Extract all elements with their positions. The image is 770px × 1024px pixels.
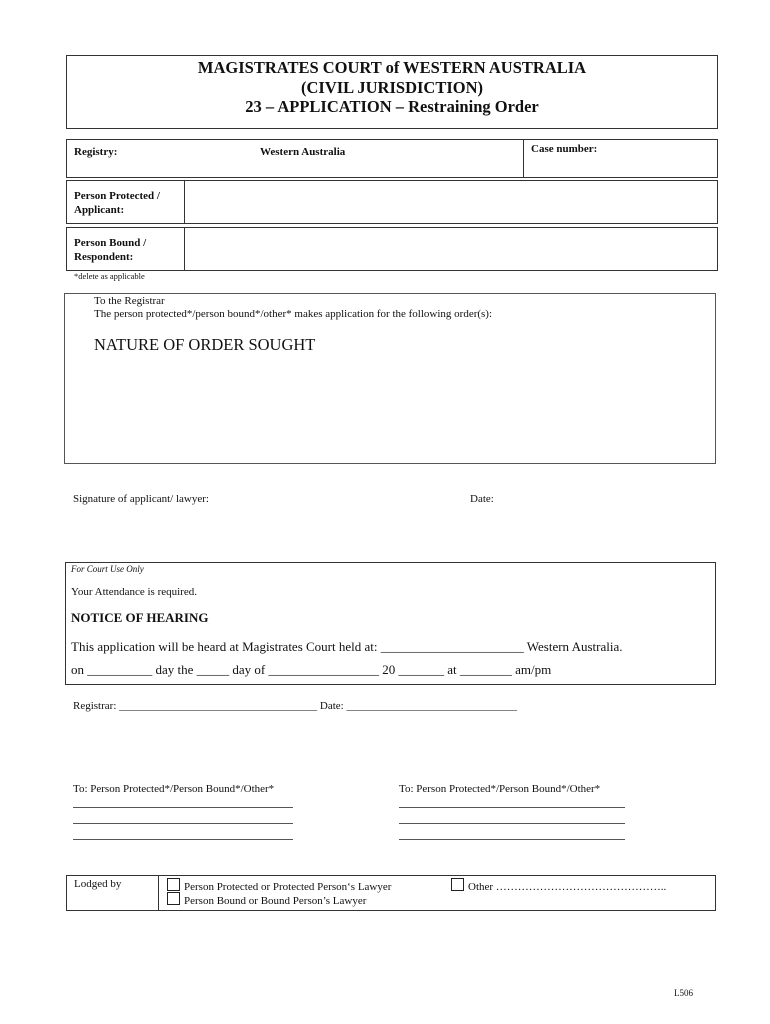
court-use-caption: For Court Use Only bbox=[71, 564, 144, 574]
case-number-label: Case number: bbox=[531, 143, 598, 155]
recipient-left-line-1[interactable] bbox=[73, 796, 293, 808]
jurisdiction-title: (CIVIL JURISDICTION) bbox=[301, 78, 483, 97]
registry-row bbox=[66, 139, 718, 178]
notice-of-hearing-heading: NOTICE OF HEARING bbox=[71, 610, 209, 625]
lodged-by-label: Lodged by bbox=[74, 878, 122, 890]
hearing-date-line: on __________ day the _____ day of _________________ 20 _______ at ________ am/pm bbox=[71, 662, 552, 677]
recipient-right-line-2[interactable] bbox=[399, 812, 625, 824]
lodged-option-other[interactable] bbox=[451, 878, 666, 893]
order-details-field[interactable] bbox=[94, 360, 694, 456]
attendance-text: Your Attendance is required. bbox=[71, 586, 197, 598]
registry-value: Western Australia bbox=[260, 146, 346, 158]
application-box bbox=[64, 293, 716, 464]
registrar-line: Registrar: ____________________________________ Date: _______________________________ bbox=[73, 700, 517, 712]
form-title: 23 – APPLICATION – Restraining Order bbox=[245, 97, 539, 116]
signature-date-label: Date: bbox=[470, 493, 494, 505]
recipient-right-label: To: Person Protected*/Person Bound*/Other* bbox=[399, 783, 601, 795]
checkbox-other[interactable] bbox=[451, 878, 464, 891]
lodged-option-bound[interactable] bbox=[167, 892, 366, 907]
lodged-by-divider bbox=[158, 876, 159, 910]
option-other-label: Other ……………………………………….. bbox=[468, 881, 667, 893]
lodged-option-protected[interactable] bbox=[167, 878, 391, 893]
person-protected-field[interactable] bbox=[184, 181, 718, 223]
option-protected-label: Person Protected or Protected Person‘s Lawyer bbox=[184, 881, 392, 893]
checkbox-protected[interactable] bbox=[167, 878, 180, 891]
form-header bbox=[66, 55, 718, 129]
registry-label: Registry: bbox=[74, 146, 118, 158]
recipient-right-line-3[interactable] bbox=[399, 828, 625, 840]
option-bound-label: Person Bound or Bound Person’s Lawyer bbox=[184, 895, 367, 907]
recipient-left-line-2[interactable] bbox=[73, 812, 293, 824]
recipient-left-line-3[interactable] bbox=[73, 828, 293, 840]
court-use-box bbox=[65, 562, 716, 685]
lodged-by-box bbox=[66, 875, 716, 911]
form-code: L506 bbox=[674, 988, 693, 998]
delete-note: *delete as applicable bbox=[74, 271, 145, 281]
checkbox-bound[interactable] bbox=[167, 892, 180, 905]
person-protected-row bbox=[66, 180, 718, 224]
person-protected-label: Person Protected / Applicant: bbox=[74, 190, 160, 216]
recipient-left bbox=[73, 783, 293, 840]
recipient-right bbox=[399, 783, 625, 840]
to-registrar: To the Registrar bbox=[94, 295, 165, 307]
application-statement: The person protected*/person bound*/other* makes application for the following order(s): bbox=[94, 308, 493, 320]
hearing-location-line: This application will be heard at Magistrates Court held at: ______________________ Western Australia. bbox=[71, 639, 623, 654]
signature-label: Signature of applicant/ lawyer: bbox=[73, 493, 209, 505]
recipient-right-line-1[interactable] bbox=[399, 796, 625, 808]
person-bound-label: Person Bound / Respondent: bbox=[74, 237, 147, 263]
recipient-left-label: To: Person Protected*/Person Bound*/Other* bbox=[73, 783, 275, 795]
person-bound-row bbox=[66, 227, 718, 271]
registry-divider bbox=[523, 140, 524, 177]
court-title: MAGISTRATES COURT of WESTERN AUSTRALIA bbox=[197, 58, 587, 77]
nature-of-order-heading: NATURE OF ORDER SOUGHT bbox=[94, 335, 316, 354]
person-bound-field[interactable] bbox=[184, 228, 718, 270]
